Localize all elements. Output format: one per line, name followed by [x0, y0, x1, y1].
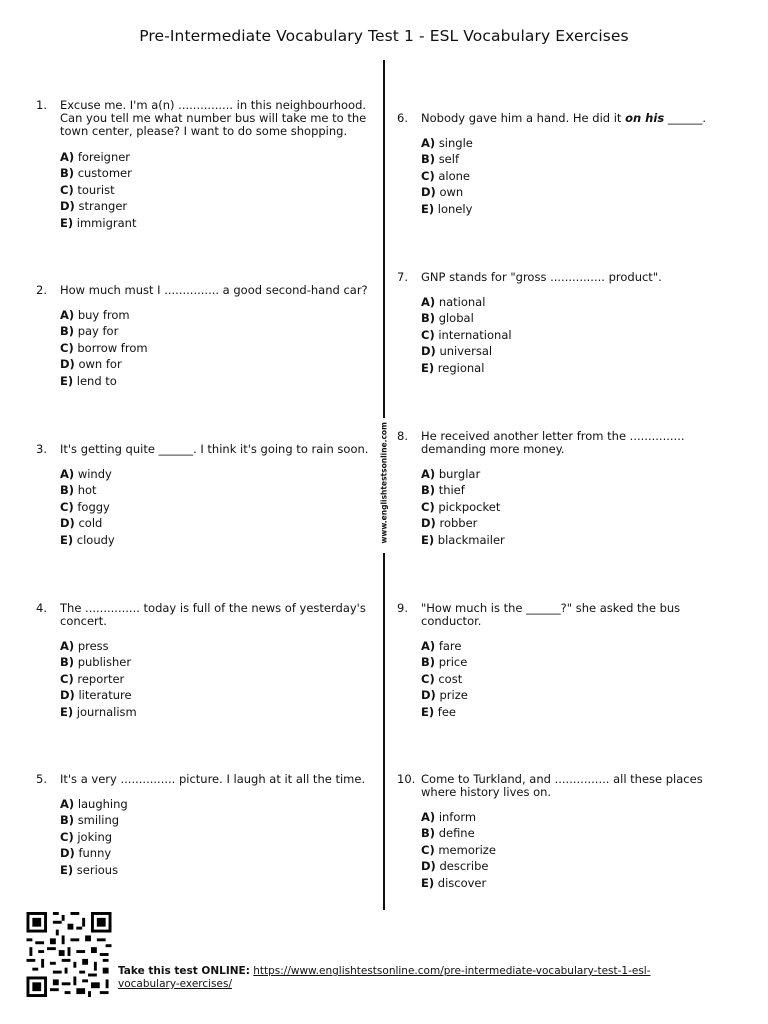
options-list: [60, 638, 137, 720]
option-letter: A): [60, 308, 75, 322]
option-d[interactable]: [60, 198, 136, 214]
option-a[interactable]: [421, 638, 468, 654]
option-a[interactable]: [60, 466, 115, 482]
option-text: foreigner: [77, 150, 131, 164]
option-letter: A): [60, 797, 75, 811]
option-c[interactable]: [421, 168, 473, 184]
option-letter: D): [421, 516, 436, 531]
option-d[interactable]: [421, 515, 505, 531]
option-letter: C): [60, 829, 74, 844]
option-text: pay for: [77, 324, 119, 339]
option-d[interactable]: [60, 687, 137, 703]
options-list: [60, 307, 148, 389]
option-letter: C): [421, 168, 435, 183]
option-letter: C): [60, 499, 74, 514]
side-url-text: www.englishtestsonline.com: [379, 422, 389, 544]
option-e[interactable]: [60, 215, 136, 231]
option-text: lend to: [76, 373, 117, 388]
page-title: Pre-Intermediate Vocabulary Test 1 - ESL Vocabulary Exercises: [139, 27, 629, 45]
option-text: universal: [439, 344, 493, 359]
option-e[interactable]: [60, 862, 128, 878]
option-letter: C): [60, 671, 74, 686]
option-letter: A): [60, 639, 75, 653]
option-text: price: [438, 655, 468, 670]
option-text: smiling: [77, 813, 120, 828]
question-stem: It's getting quite ______. I think it's going to rain soon.: [60, 442, 369, 456]
option-b[interactable]: [421, 151, 473, 167]
option-b[interactable]: [421, 654, 468, 670]
option-d[interactable]: [60, 515, 115, 531]
option-letter: A): [421, 467, 436, 481]
option-text: define: [438, 826, 475, 841]
option-b[interactable]: [60, 654, 137, 670]
options-list: [60, 466, 115, 548]
option-letter: E): [60, 862, 74, 877]
option-c[interactable]: [60, 340, 148, 356]
option-text: robber: [439, 516, 478, 531]
option-letter: D): [60, 199, 75, 214]
option-b[interactable]: [60, 482, 115, 498]
question-number: 1.: [36, 98, 47, 112]
option-letter: E): [421, 360, 435, 375]
option-c[interactable]: [60, 182, 136, 198]
option-d[interactable]: [421, 858, 496, 874]
option-b[interactable]: [60, 812, 128, 828]
footer-link[interactable]: https://www.englishtestsonline.com/pre-intermediate-vocabulary-test-1-esl-vocabulary-exercises/: [118, 965, 651, 990]
question-number: 7.: [397, 270, 408, 284]
option-text: describe: [439, 859, 489, 874]
option-c[interactable]: [60, 499, 115, 515]
option-text: cloudy: [76, 532, 115, 547]
stem-text: ______.: [664, 111, 706, 125]
option-a[interactable]: [421, 466, 505, 482]
option-text: stranger: [78, 199, 128, 214]
option-letter: D): [60, 846, 75, 861]
question-stem: GNP stands for "gross ............... product".: [421, 270, 662, 284]
option-text: cost: [438, 671, 463, 686]
options-list: [421, 294, 512, 376]
option-letter: B): [421, 311, 436, 326]
question-stem: "How much is the ______?" she asked the bus conductor.: [421, 601, 681, 628]
option-letter: A): [60, 150, 75, 164]
option-e[interactable]: [60, 373, 148, 389]
option-letter: E): [421, 704, 435, 719]
option-text: blackmailer: [437, 532, 505, 547]
stem-emphasis: on his: [625, 111, 665, 125]
option-e[interactable]: [421, 875, 496, 891]
option-text: hot: [77, 483, 97, 498]
option-letter: D): [421, 344, 436, 359]
option-text: thief: [438, 483, 465, 498]
option-text: own for: [78, 357, 122, 372]
option-a[interactable]: [60, 149, 136, 165]
option-letter: D): [421, 688, 436, 703]
option-text: national: [438, 295, 486, 309]
question-stem: [421, 112, 739, 125]
option-text: discover: [437, 875, 487, 890]
footer-label: Take this test ONLINE:: [118, 965, 250, 977]
option-c[interactable]: [60, 829, 128, 845]
option-letter: A): [421, 295, 436, 309]
option-letter: B): [60, 166, 75, 181]
option-text: prize: [439, 688, 468, 703]
option-c[interactable]: [421, 842, 496, 858]
option-letter: A): [421, 810, 436, 824]
option-letter: B): [421, 152, 436, 167]
option-text: borrow from: [77, 340, 148, 355]
option-text: fare: [438, 639, 462, 653]
option-b[interactable]: [421, 482, 505, 498]
option-letter: E): [60, 373, 74, 388]
option-letter: E): [421, 532, 435, 547]
option-letter: C): [421, 842, 435, 857]
option-text: foggy: [77, 499, 110, 514]
option-text: global: [438, 311, 474, 326]
option-text: burglar: [438, 467, 481, 481]
option-a[interactable]: [421, 294, 512, 310]
option-text: international: [438, 327, 512, 342]
option-letter: A): [60, 467, 75, 481]
question-stem: Come to Turkland, and ............... all these places where history lives on.: [421, 772, 703, 799]
option-letter: E): [60, 704, 74, 719]
question-number: 4.: [36, 601, 47, 615]
option-letter: B): [60, 483, 75, 498]
option-c[interactable]: [421, 499, 505, 515]
question-stem: He received another letter from the ............... demanding more money.: [421, 429, 685, 456]
option-letter: B): [60, 324, 75, 339]
option-d[interactable]: [421, 343, 512, 359]
option-text: alone: [438, 168, 471, 183]
option-text: funny: [78, 846, 112, 861]
option-a[interactable]: [60, 307, 148, 323]
option-b[interactable]: [60, 323, 148, 339]
option-letter: B): [421, 655, 436, 670]
option-a[interactable]: [421, 809, 496, 825]
option-text: joking: [77, 829, 113, 844]
question-number: 5.: [36, 772, 47, 786]
question-stem: The ............... today is full of the news of yesterday's concert.: [60, 601, 366, 628]
option-d[interactable]: [60, 845, 128, 861]
option-letter: A): [421, 639, 436, 653]
option-letter: D): [421, 859, 436, 874]
option-text: memorize: [438, 842, 496, 857]
option-letter: B): [60, 813, 75, 828]
options-list: [421, 638, 468, 720]
options-list: [60, 796, 128, 878]
option-letter: B): [421, 826, 436, 841]
stem-text: Nobody gave him a hand. He did it: [421, 111, 626, 125]
option-text: immigrant: [76, 215, 137, 230]
option-d[interactable]: [60, 356, 148, 372]
footer-note: [118, 965, 678, 991]
option-b[interactable]: [421, 310, 512, 326]
question-number: 6.: [397, 111, 408, 125]
question-number: 10.: [397, 772, 416, 786]
option-e[interactable]: [421, 532, 505, 548]
option-text: lonely: [437, 201, 473, 216]
option-e[interactable]: [421, 704, 468, 720]
option-text: buy from: [77, 308, 130, 322]
option-letter: C): [421, 499, 435, 514]
question-number: 8.: [397, 429, 408, 443]
option-text: pickpocket: [438, 499, 501, 514]
option-letter: D): [60, 688, 75, 703]
option-d[interactable]: [421, 184, 473, 200]
option-letter: B): [60, 655, 75, 670]
options-list: [421, 809, 496, 891]
option-c[interactable]: [60, 671, 137, 687]
option-text: press: [77, 639, 109, 653]
option-text: serious: [76, 862, 119, 877]
option-text: reporter: [77, 671, 125, 686]
option-d[interactable]: [421, 687, 468, 703]
option-letter: B): [421, 483, 436, 498]
option-text: publisher: [77, 655, 132, 670]
option-text: windy: [77, 467, 112, 481]
option-c[interactable]: [421, 327, 512, 343]
option-text: journalism: [76, 704, 137, 719]
option-a[interactable]: [60, 638, 137, 654]
option-letter: C): [60, 340, 74, 355]
question-number: 3.: [36, 442, 47, 456]
option-text: fee: [437, 704, 456, 719]
option-letter: E): [421, 201, 435, 216]
option-letter: C): [421, 671, 435, 686]
option-letter: D): [421, 185, 436, 200]
option-a[interactable]: [421, 135, 473, 151]
option-text: self: [438, 152, 459, 167]
option-letter: E): [60, 215, 74, 230]
option-e[interactable]: [60, 532, 115, 548]
options-list: [60, 149, 136, 231]
option-b[interactable]: [421, 825, 496, 841]
question-number: 9.: [397, 601, 408, 615]
option-e[interactable]: [60, 704, 137, 720]
option-c[interactable]: [421, 671, 468, 687]
option-e[interactable]: [421, 201, 473, 217]
option-letter: D): [60, 516, 75, 531]
option-text: own: [439, 185, 464, 200]
options-list: [421, 135, 473, 217]
options-list: [421, 466, 505, 548]
option-e[interactable]: [421, 360, 512, 376]
option-text: inform: [438, 810, 477, 824]
option-text: regional: [437, 360, 485, 375]
option-b[interactable]: [60, 165, 136, 181]
option-text: cold: [78, 516, 103, 531]
question-stem: It's a very ............... picture. I laugh at it all the time.: [60, 772, 366, 786]
option-a[interactable]: [60, 796, 128, 812]
option-letter: A): [421, 136, 436, 150]
option-text: customer: [77, 166, 132, 181]
option-text: laughing: [77, 797, 128, 811]
question-stem: How much must I ............... a good second-hand car?: [60, 283, 368, 297]
option-text: tourist: [77, 182, 115, 197]
question-number: 2.: [36, 283, 47, 297]
qr-code-icon[interactable]: [24, 912, 114, 997]
option-letter: C): [421, 327, 435, 342]
option-letter: E): [60, 532, 74, 547]
option-letter: E): [421, 875, 435, 890]
option-text: single: [438, 136, 473, 150]
question-stem: Excuse me. I'm a(n) ............... in this neighbourhood. Can you tell me what number bus will take me to the town center, please? I want to do some shopping.: [60, 98, 367, 138]
option-letter: C): [60, 182, 74, 197]
option-letter: D): [60, 357, 75, 372]
option-text: literature: [78, 688, 132, 703]
